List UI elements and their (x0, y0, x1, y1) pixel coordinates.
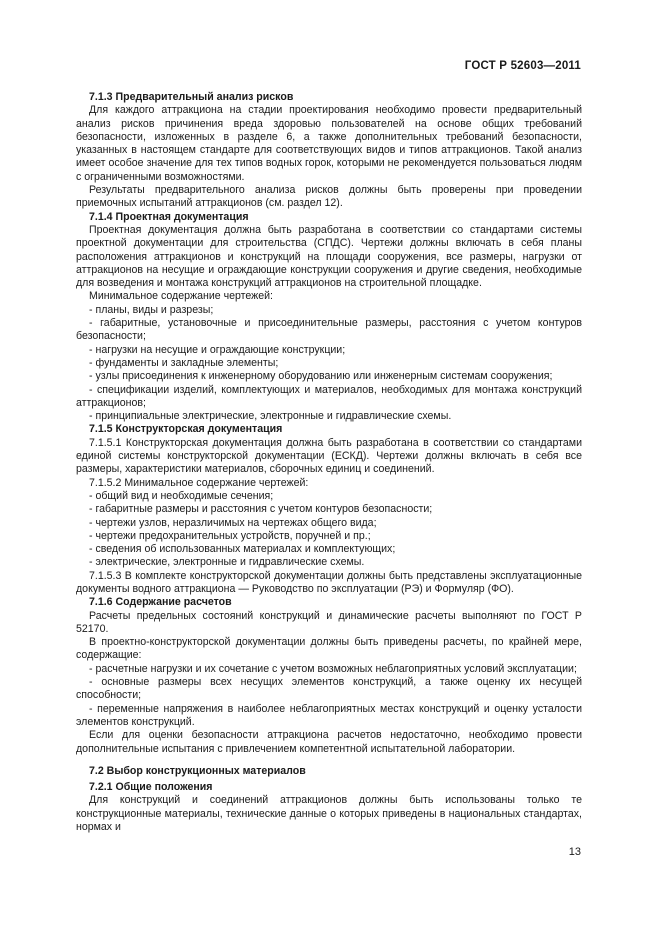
paragraph: 7.1.5.1 Конструкторская документация должна быть разработана в соответствии со стандартами единой системы конструкторской документации (ЕСКД). Чертежи должны включать в себя все размеры, характеристики материалов, сборочных единиц и соединений. (76, 436, 582, 476)
section-heading: 7.1.4 Проектная документация (89, 210, 249, 223)
paragraph: Для каждого аттракциона на стадии проектирования необходимо провести предварительный анализ рисков причинения вреда здоровью пользователей на основе общих требований безопасности, изложенных в разделе 6, а также дополнительных требований безопасности, указанных в настоящем стандарте для соответствующих видов и типов аттракционов. Такой анализ имеет особое значение для тех типов водных горок, которыми не рекомендуется пользоваться людям с ограниченными возможностями. (76, 104, 582, 183)
paragraph: - спецификации изделий, комплектующих и материалов, необходимых для монтажа конструкций аттракционов; (76, 383, 582, 409)
paragraph: - сведения об использованных материалах и комплектующих; (89, 543, 396, 556)
paragraph: - чертежи предохранительных устройств, поручней и пр.; (89, 529, 371, 542)
page-number: 13 (568, 846, 581, 858)
paragraph: 7.1.5.3 В комплекте конструкторской документации должны быть представлены эксплуатационные документы водного аттракциона — Руководство по эксплуатации (РЭ) и Формуляр (ФО). (76, 569, 582, 595)
document-body (76, 91, 582, 834)
paragraph: Результаты предварительного анализа рисков должны быть проверены при проведении приемочных испытаний аттракционов (см. раздел 12). (76, 184, 582, 210)
paragraph: - электрические, электронные и гидравлические схемы. (89, 556, 365, 569)
paragraph: 7.1.5.2 Минимальное содержание чертежей: (89, 476, 309, 489)
paragraph: Если для оценки безопасности аттракциона расчетов недостаточно, необходимо провести дополнительные испытания с привлечением компетентной испытательной лаборатории. (76, 729, 582, 755)
paragraph: - расчетные нагрузки и их сочетание с учетом возможных неблагоприятных условий эксплуатации; (89, 662, 577, 675)
paragraph: Проектная документация должна быть разработана в соответствии со стандартами системы проектной документации для строительства (СПДС). Чертежи должны включать в себя планы расположения аттракционов и конструкций на площади сооружения, все размеры, нагрузки от аттракционов на несущие и ограждающие конструкции сооружения и другие сведения, необходимые для возведения и монтажа конструкций аттракционов на строительной площадке. (76, 223, 582, 290)
paragraph: - габаритные размеры и расстояния с учетом контуров безопасности; (89, 503, 433, 516)
paragraph: - общий вид и необходимые сечения; (89, 489, 274, 502)
section-heading: 7.2.1 Общие положения (89, 781, 213, 794)
paragraph: В проектно-конструкторской документации должны быть приведены расчеты, по крайней мере, содержащие: (76, 636, 582, 662)
paragraph: - принципиальные электрические, электронные и гидравлические схемы. (89, 410, 452, 423)
paragraph: - основные размеры всех несущих элементов конструкций, а также оценку их несущей способности; (76, 676, 582, 702)
section-heading: 7.1.5 Конструкторская документация (89, 423, 283, 436)
section-heading: 7.1.3 Предварительный анализ рисков (89, 91, 294, 103)
paragraph: - нагрузки на несущие и ограждающие конструкции; (89, 343, 346, 356)
paragraph: - фундаменты и закладные элементы; (89, 356, 279, 369)
standard-header: ГОСТ Р 52603—2011 (464, 60, 581, 72)
paragraph: Расчеты предельных состояний конструкций и динамические расчеты выполняют по ГОСТ Р 52170. (76, 609, 582, 635)
paragraph: - габаритные, установочные и присоединительные размеры, расстояния с учетом контуров безопасности; (76, 317, 582, 343)
section-heading: 7.1.6 Содержание расчетов (89, 596, 232, 609)
paragraph: - переменные напряжения в наиболее неблагоприятных местах конструкций и оценку усталости элементов конструкций. (76, 702, 582, 728)
paragraph: Минимальное содержание чертежей: (89, 290, 273, 303)
paragraph: - чертежи узлов, неразличимых на чертежах общего вида; (89, 516, 377, 529)
section-heading: 7.2 Выбор конструкционных материалов (89, 764, 306, 777)
paragraph: - планы, виды и разрезы; (89, 303, 214, 316)
paragraph: - узлы присоединения к инженерному оборудованию или инженерным системам сооружения; (89, 370, 553, 383)
paragraph: Для конструкций и соединений аттракционов должны быть использованы только те конструкционные материалы, технические данные о которых приведены в национальных стандартах, нормах и (76, 794, 582, 834)
